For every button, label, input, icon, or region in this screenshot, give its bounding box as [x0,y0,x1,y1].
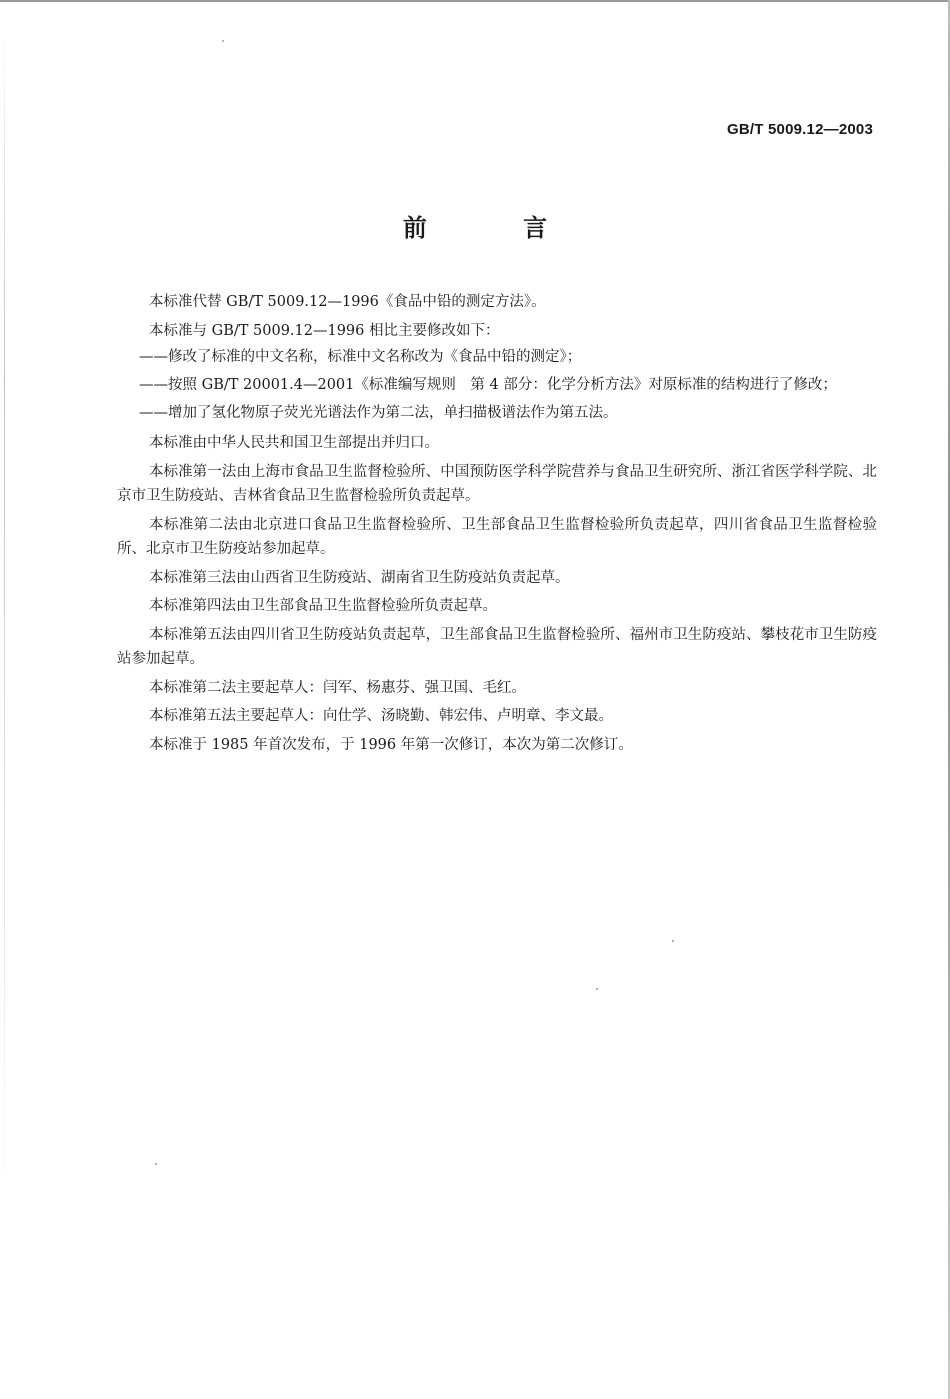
paragraph: 本标准第五法主要起草人：向仕学、汤晓勤、韩宏伟、卢明章、李文最。 [149,708,613,724]
paragraph: 本标准第五法由四川省卫生防疫站负责起草，卫生部食品卫生监督检验所、福州市卫生防疫站、攀枝花市卫生防疫站参加起草。 [117,626,877,667]
scan-speck [596,988,598,990]
paragraph: 本标准代替 GB/T 5009.12—1996《食品中铅的测定方法》。 [149,294,546,310]
standard-code: GB/T 5009.12—2003 [727,121,873,138]
scan-edge-left [4,20,5,1220]
paragraph: 本标准于 1985 年首次发布，于 1996 年第一次修订，本次为第二次修订。 [149,736,633,753]
paragraph: 本标准由中华人民共和国卫生部提出并归口。 [149,435,439,451]
paragraph: 本标准第三法由山西省卫生防疫站、湖南省卫生防疫站负责起草。 [149,569,570,586]
scan-speck [222,40,224,42]
paragraph: 本标准第一法由上海市食品卫生监督检验所、中国预防医学科学院营养与食品卫生研究所、浙江省医学科学院、北京市卫生防疫站、吉林省食品卫生监督检验所负责起草。 [117,463,877,504]
list-item: ——按照 GB/T 20001.4—2001《标准编写规则 第 4 部分：化学分析方法》对原标准的结构进行了修改； [139,377,837,393]
paragraph: 本标准第四法由卫生部食品卫生监督检验所负责起草。 [149,598,497,614]
paragraph: 本标准与 GB/T 5009.12—1996 相比主要修改如下： [149,322,500,339]
scan-edge-top [0,0,950,2]
list-item: ——增加了氢化物原子荧光光谱法作为第二法，单扫描极谱法作为第五法。 [139,405,618,421]
list-item: ——修改了标准的中文名称，标准中文名称改为《食品中铅的测定》； [139,349,582,365]
paragraph: 本标准第二法主要起草人：闫军、杨惠芬、强卫国、毛红。 [149,679,526,696]
foreword-body [117,290,877,757]
page-title: 前 言 [402,214,592,242]
paragraph: 本标准第二法由北京进口食品卫生监督检验所、卫生部食品卫生监督检验所负责起草，四川省食品卫生监督检验所、北京市卫生防疫站参加起草。 [117,516,877,557]
scan-speck [155,1163,157,1165]
scan-speck [672,940,674,942]
